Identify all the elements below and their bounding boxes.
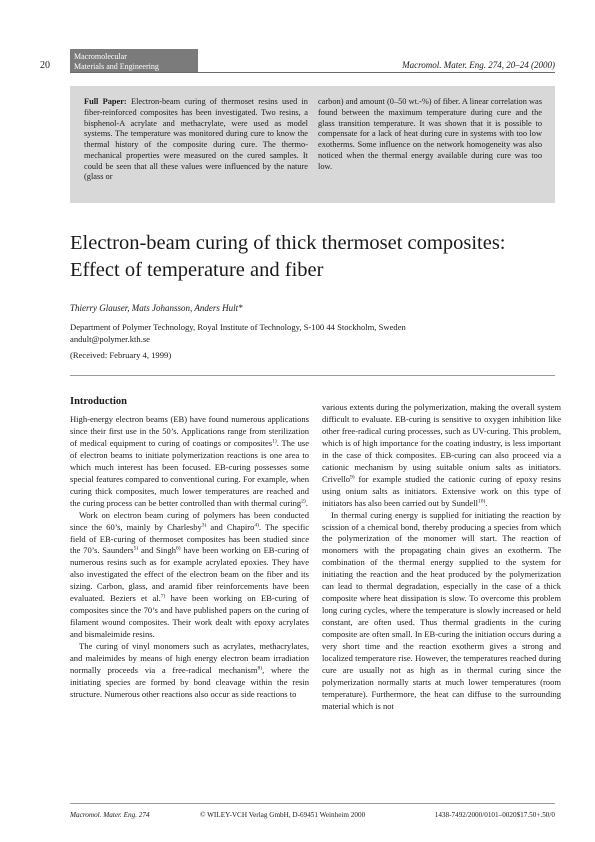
paragraph: various extents during the polymerization, making the overall system difficult to evaluate. EB-curing is sensitive to oxygen inhibition like other free-radical curing processes, such as UV-curing. This problem, which is of high importance for the coating industry, is less important in the case of thick composites. EB-curing can also proceed via a cationic mechanism by using suitable onium salts as initiators. Crivello$^{9)}$ for example studied the cationic curing of epoxy resins using onium salts as initiators. Extensive work on this type of initiators has also been carried out by Sundell$^{10)}$. [322, 402, 561, 508]
article-title [70, 230, 570, 284]
abstract-box [70, 86, 555, 203]
affiliation-address: Department of Polymer Technology, Royal Institute of Technology, S-100 44 Stockholm, Sweden [70, 322, 406, 332]
footer-issn: 1438-7492/2000/0101–0020$17.50+.50/0 [434, 811, 555, 819]
abstract-column-right [318, 97, 542, 203]
author-email[interactable]: andult@polymer.kth.se [70, 333, 150, 344]
abstract-text: Electron-beam curing of thermoset resins used in fiber-reinforced composites has been investigated. Two resins, a bisphenol-A acrylate and methacrylate, were used as model systems. The temperature was monitored during cure to know the thermal history of the composite during cure. The thermo-mechanical properties were measured on the cured samples. It could be seen that all these values were influenced by the nature (glass or [84, 97, 308, 182]
paragraph: In thermal curing energy is supplied for initiating the reaction by scission of a chemical bond, thereby producing a species from which the polymerization of the monomer will start. The reaction of monomers with the propagating chain gives an exotherm. The combination of the thermal energy supplied to the system for initiating the reaction and the heat produced by the polymerization can lead to thermal degradation, especially in the case of a thick composite where heat dissipation is slow. To overcome this problem long curing cycles, where the temperature is slowly increased or held constant, are often used. Thus thermal gradients in the curing composite are often small. In EB-curing the initiation occurs during a very short time and the reaction exotherm gives a strong and localized temperature rise. However, the temperatures reached during cure are usually not as high as in thermal curing since the polymerization normally starts at much lower temperatures (room temperature). Furthermore, the heat can diffuse to the surrounding material which is not [322, 509, 561, 711]
paragraph: High-energy electron beams (EB) have found numerous applications since their first use in the 50’s. Applications range from sterilization of medical equipment to curing of coatings or composites$^{1)}$. The use of electron beams to initiate polymerization reactions is one area to which much interest has been focused. EB-curing possesses some special features compared to conventional curing. For example, when curing thick composites, much lower temperatures are reached and the curing process can be better controlled than with thermal curing$^{2)}$. [70, 414, 309, 508]
title-line: Electron-beam curing of thick thermoset composites: [70, 232, 506, 254]
journal-logo [70, 49, 198, 73]
body-column-left [70, 396, 309, 701]
citation: 9) [350, 474, 355, 481]
abstract-text: carbon) and amount (0–50 wt.-%) of fiber. A linear correlation was found between the maximum temperature during cure and the glass transition temperature. It was shown that it is possible to compensate for a lack of heat during cure in systems with too low exotherms. Some influence on the network homogeneity was also noticed when the thermal energy available during cure was too low. [318, 97, 542, 171]
citation: 6) [176, 545, 181, 552]
citation: 7) [160, 593, 166, 600]
section-divider [70, 375, 555, 376]
citation: 10) [477, 498, 486, 505]
footer-copyright: © WILEY-VCH Verlag GmbH, D-69451 Weinheim 2000 [200, 811, 366, 819]
paragraph: The curing of vinyl monomers such as acrylates, methacrylates, and maleimides by means of high energy electron beam irradiation normally proceeds via a free-radical mechanism$^{8)}$, where the initiating species are formed by bond cleavage within the resin structure. Numerous other reactions also occur as side reactions to [70, 641, 309, 699]
footer-journal: Macromol. Mater. Eng. 274 [70, 811, 150, 819]
abstract-column-left [84, 97, 308, 203]
footer-rule [70, 803, 555, 804]
citation: 2) [301, 498, 306, 505]
citation: 3) [201, 522, 207, 529]
citation: 1) [272, 438, 277, 445]
header-rule [70, 72, 555, 73]
affiliation [70, 322, 550, 345]
citation: 8) [257, 665, 263, 672]
body-column-right [322, 402, 561, 713]
page-number: 20 [40, 60, 50, 71]
paragraph: Work on electron beam curing of polymers has been conducted since the 60’s, mainly by Charlesby$^{3)}$ and Chapiro$^{4)}$. The specific field of EB-curing of thermoset composites has been studied since the 70’s. Saunders$^{5)}$ and Singh$^{6)}$ have been working on EB-curing of numerous resins such as for example acrylated epoxies. They have also investigated the effect of the electron beam on the fiber and its sizing. Carbon, glass, and aramid fiber reinforcements have been evaluated. Beziers et al.$^{7)}$ have been working on EB-curing of composites since the 70’s and have published papers on the curing of filament wound composites. Their work dealt with epoxy acrylates and bismaleimide resins. [70, 509, 310, 640]
journal-logo-line: Macromolecular [74, 52, 127, 61]
received-date: (Received: February 4, 1999) [70, 350, 172, 360]
citation: 4) [254, 522, 259, 529]
section-heading: Introduction [70, 396, 127, 407]
author-list: Thierry Glauser, Mats Johansson, Anders Hult* [70, 303, 243, 313]
title-line: Effect of temperature and fiber [70, 259, 324, 281]
abstract-label: Full Paper: [84, 97, 127, 106]
journal-logo-line: Materials and Engineering [74, 61, 159, 71]
citation: 5) [133, 545, 139, 552]
running-head: Macromol. Mater. Eng. 274, 20–24 (2000) [402, 60, 555, 70]
